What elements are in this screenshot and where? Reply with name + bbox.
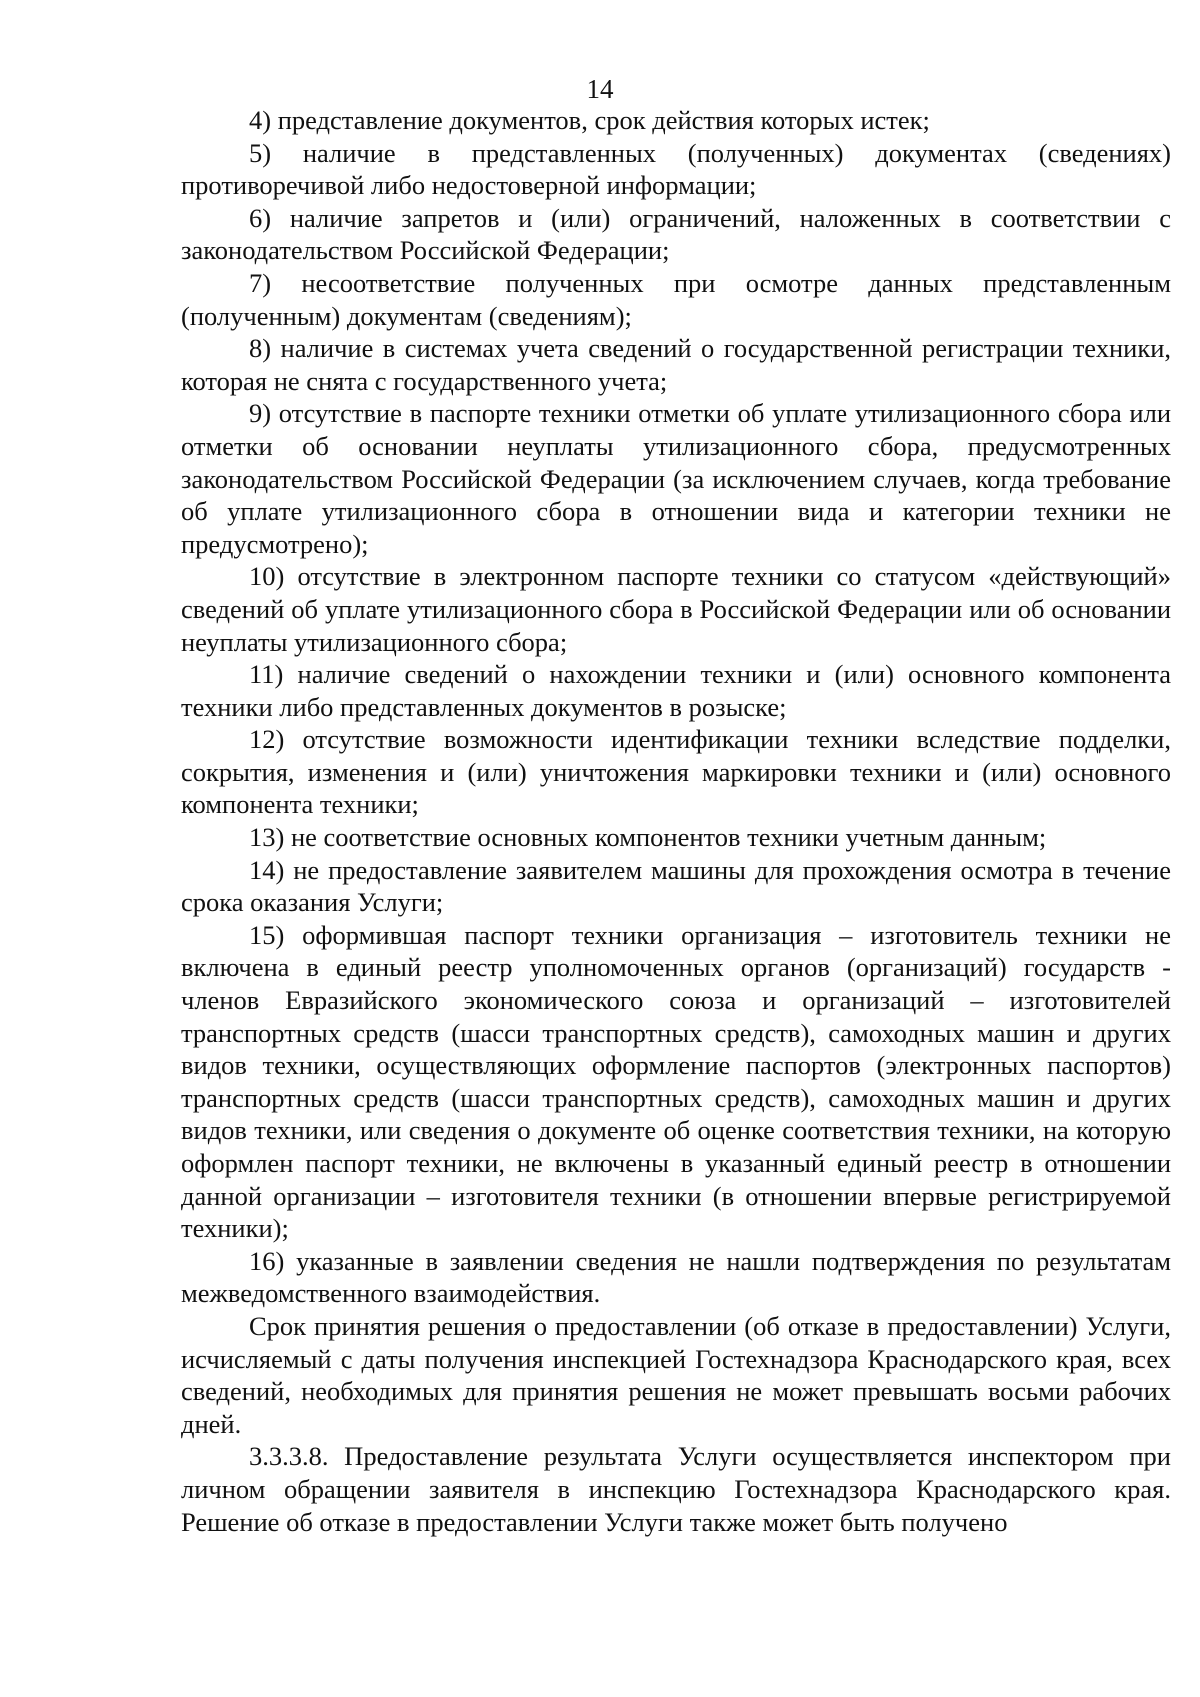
page-number: 14 (586, 74, 614, 104)
paragraph-item-9: 9) отсутствие в паспорте техники отметки об уплате утилизационного сбора или отметки об основании неуплаты утилизационного сбора, предусмотренных законодательством Российской Федерации (за исключением случаев, когда требование об уплате утилизационного сбора в отношении вида и категории техники не предусмотрено); (181, 398, 1171, 559)
paragraph-item-8: 8) наличие в системах учета сведений о государственной регистрации техники, которая не снята с государственного учета; (181, 333, 1171, 396)
paragraph-item-12: 12) отсутствие возможности идентификации техники вследствие подделки, сокрытия, изменения и (или) уничтожения маркировки техники и (или) основного компонента техники; (181, 724, 1171, 820)
paragraph-decision-term: Срок принятия решения о предоставлении (об отказе в предоставлении) Услуги, исчисляемый с даты получения инспекцией Гостехнадзора Краснодарского края, всех сведений, необходимых для принятия решения не может превышать восьми рабочих дней. (181, 1310, 1171, 1439)
paragraph-item-4: 4) представление документов, срок действия которых истек; (249, 105, 930, 135)
paragraph-item-13: 13) не соответствие основных компонентов техники учетным данным; (249, 822, 1047, 853)
paragraph-section-3-3-3-8: 3.3.3.8. Предоставление результата Услуги осуществляется инспектором при личном обращении заявителя в инспекцию Гостехнадзора Краснодарского края. Решение об отказе в предоставлении Услуги также может быть получено (181, 1441, 1171, 1537)
paragraph-item-11: 11) наличие сведений о нахождении техники и (или) основного компонента техники либо представленных документов в розыске; (181, 659, 1171, 722)
paragraph-item-7: 7) несоответствие полученных при осмотре данных представленным (полученным) документам (сведениям); (181, 267, 1171, 331)
paragraph-item-6: 6) наличие запретов и (или) ограничений, наложенных в соответствии с законодательством Российской Федерации; (181, 202, 1171, 266)
paragraph-item-16: 16) указанные в заявлении сведения не нашли подтверждения по результатам межведомственного взаимодействия. (181, 1245, 1171, 1309)
paragraph-item-5: 5) наличие в представленных (полученных) документах (сведениях) противоречивой либо недостоверной информации; (181, 137, 1171, 201)
paragraph-item-10: 10) отсутствие в электронном паспорте техники со статусом «действующий» сведений об уплате утилизационного сбора в Российской Федерации или об основании неуплаты утилизационного сбора; (181, 561, 1171, 657)
document-body (181, 104, 1171, 1538)
paragraph-item-15: 15) оформившая паспорт техники организация – изготовитель техники не включена в единый реестр уполномоченных органов (организаций) государств - членов Евразийского экономического союза и организаций – изготовителей транспортных средств (шасси транспортных средств), самоходных машин и других видов техники, осуществляющих оформление паспортов (электронных паспортов) транспортных средств (шасси транспортных средств), самоходных машин и других видов техники, или сведения о документе об оценке соответствия техники, на которую оформлен паспорт техники, не включены в указанный единый реестр в отношении данной организации – изготовителя техники (в отношении впервые регистрируемой техники); (181, 919, 1171, 1244)
paragraph-item-14: 14) не предоставление заявителем машины для прохождения осмотра в течение срока оказания Услуги; (181, 854, 1171, 918)
